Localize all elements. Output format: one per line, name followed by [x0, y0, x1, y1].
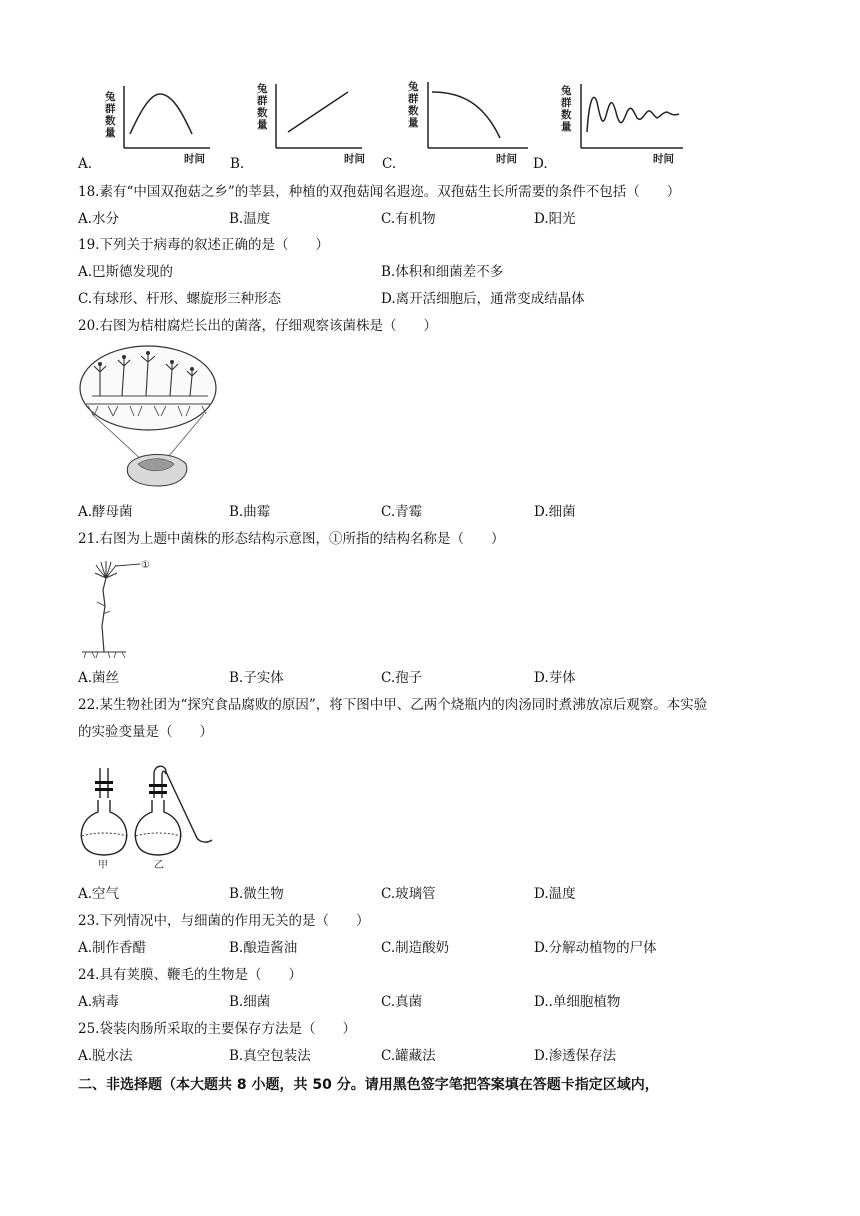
question-20-stem: 20.右图为桔柑腐烂长出的菌落，仔细观察该菌株是（ ） — [78, 318, 437, 334]
flask-jia-label: 甲 — [98, 860, 108, 871]
q25-option-b: B.真空包装法 — [229, 1048, 311, 1064]
q18-option-c: C.有机物 — [381, 211, 436, 227]
q22-option-b: B.微生物 — [229, 886, 284, 902]
q19-option-c: C.有球形、杆形、螺旋形三种形态 — [78, 291, 282, 307]
q21-option-c: C.孢子 — [381, 670, 423, 686]
question-25-stem: 25.袋装肉肠所采取的主要保存方法是（ ） — [78, 1021, 356, 1037]
q22-option-c: C.玻璃管 — [381, 886, 436, 902]
svg-text:数: 数 — [257, 107, 268, 119]
figure-label-1: ① — [141, 560, 150, 571]
svg-text:数: 数 — [408, 105, 419, 117]
q23-option-c: C.制造酸奶 — [381, 940, 450, 956]
graph-c-curve — [432, 92, 500, 138]
q23-option-b: B.酿造酱油 — [229, 940, 298, 956]
svg-text:数: 数 — [105, 115, 116, 127]
question-22-stem-line1: 22.某生物社团为“探究食品腐败的原因”，将下图中甲、乙两个烧瓶内的肉汤同时煮沸放凉后观察。本实验 — [78, 697, 708, 713]
graph-c-letter: C. — [382, 156, 397, 172]
graph-a-curve — [130, 94, 192, 134]
svg-text:群: 群 — [408, 93, 419, 105]
svg-text:量: 量 — [105, 127, 116, 139]
q23-option-a: A.制作香醋 — [78, 940, 147, 956]
q25-option-c: C.罐藏法 — [381, 1048, 436, 1064]
graph-a-xlabel: 时间 — [184, 153, 205, 165]
svg-text:量: 量 — [561, 121, 572, 133]
graph-c-xlabel: 时间 — [496, 153, 517, 165]
q25-option-d: D.渗透保存法 — [534, 1048, 617, 1064]
q19-option-a: A.巴斯德发现的 — [78, 264, 174, 280]
flask-yi-label: 乙 — [154, 860, 164, 871]
graph-b-ylabel: 兔 — [257, 83, 268, 95]
q23-option-d: D.分解动植物的尸体 — [534, 940, 657, 956]
svg-text:群: 群 — [105, 103, 116, 115]
q20-option-d: D.细菌 — [534, 504, 576, 520]
q24-option-a: A.病毒 — [78, 994, 120, 1010]
question-22-stem-line2: 的实验变量是（ ） — [78, 724, 213, 740]
question-23-stem: 23.下列情况中，与细菌的作用无关的是（ ） — [78, 913, 370, 929]
flask-jia — [81, 768, 126, 871]
q22-option-d: D.温度 — [534, 886, 576, 902]
mold-structure-figure — [78, 556, 158, 664]
q18-option-d: D.阳光 — [534, 211, 576, 227]
flasks-figure — [78, 760, 238, 872]
question-24-stem: 24.具有荚膜、鞭毛的生物是（ ） — [78, 967, 302, 983]
question-19-stem: 19.下列关于病毒的叙述正确的是（ ） — [78, 237, 329, 253]
graph-d-curve — [587, 97, 679, 132]
q21-option-d: D.芽体 — [534, 670, 576, 686]
graph-d-xlabel: 时间 — [653, 153, 674, 165]
svg-text:数: 数 — [561, 109, 572, 121]
q19-option-d: D.离开活细胞后，通常变成结晶体 — [381, 291, 585, 307]
q24-option-b: B.细菌 — [229, 994, 271, 1010]
graph-b-line — [288, 92, 348, 132]
graph-c — [382, 82, 532, 170]
svg-text:量: 量 — [408, 117, 419, 129]
q22-option-a: A.空气 — [78, 886, 120, 902]
mold-structure-svg — [78, 556, 158, 664]
graph-b — [230, 82, 370, 170]
question-21-stem: 21.右图为上题中菌株的形态结构示意图，①所指的结构名称是（ ） — [78, 531, 505, 547]
graph-d-svg — [533, 82, 693, 170]
graph-d-ylabel: 兔 — [561, 85, 572, 97]
q20-option-a: A.酵母菌 — [78, 504, 133, 520]
svg-text:量: 量 — [257, 119, 268, 131]
graph-a-ylabel: 兔 — [105, 91, 116, 103]
graph-a — [78, 82, 218, 170]
mold-colony-figure — [78, 344, 218, 494]
q18-option-a: A.水分 — [78, 211, 120, 227]
graph-b-letter: B. — [230, 156, 245, 172]
question-18-stem: 18.素有“中国双孢菇之乡”的莘县，种植的双孢菇闻名遐迩。双孢菇生长所需要的条件不包括（ ） — [78, 184, 681, 200]
graph-c-ylabel: 兔 — [408, 81, 419, 93]
graph-a-svg — [78, 82, 218, 170]
q20-option-c: C.青霉 — [381, 504, 423, 520]
graph-b-xlabel: 时间 — [344, 153, 365, 165]
graph-d — [533, 82, 693, 170]
q19-option-b: B.体积和细菌差不多 — [381, 264, 504, 280]
graph-b-svg — [230, 82, 370, 170]
graph-c-svg — [382, 82, 532, 170]
graph-d-letter: D. — [533, 156, 548, 172]
graph-a-letter: A. — [78, 156, 93, 172]
svg-text:群: 群 — [257, 95, 268, 107]
q21-option-b: B.子实体 — [229, 670, 284, 686]
flasks-svg — [78, 760, 238, 872]
flask-yi — [135, 766, 212, 871]
q18-option-b: B.温度 — [229, 211, 271, 227]
q20-option-b: B.曲霉 — [229, 504, 271, 520]
svg-text:群: 群 — [561, 97, 572, 109]
q24-option-d: D..单细胞植物 — [534, 994, 621, 1010]
q21-option-a: A.菌丝 — [78, 670, 120, 686]
q25-option-a: A.脱水法 — [78, 1048, 133, 1064]
mold-colony-svg — [78, 344, 218, 494]
q24-option-c: C.真菌 — [381, 994, 423, 1010]
section-2-heading: 二、非选择题（本大题共 8 小题，共 50 分。请用黑色签字笔把答案填在答题卡指定区域内， — [78, 1077, 659, 1093]
